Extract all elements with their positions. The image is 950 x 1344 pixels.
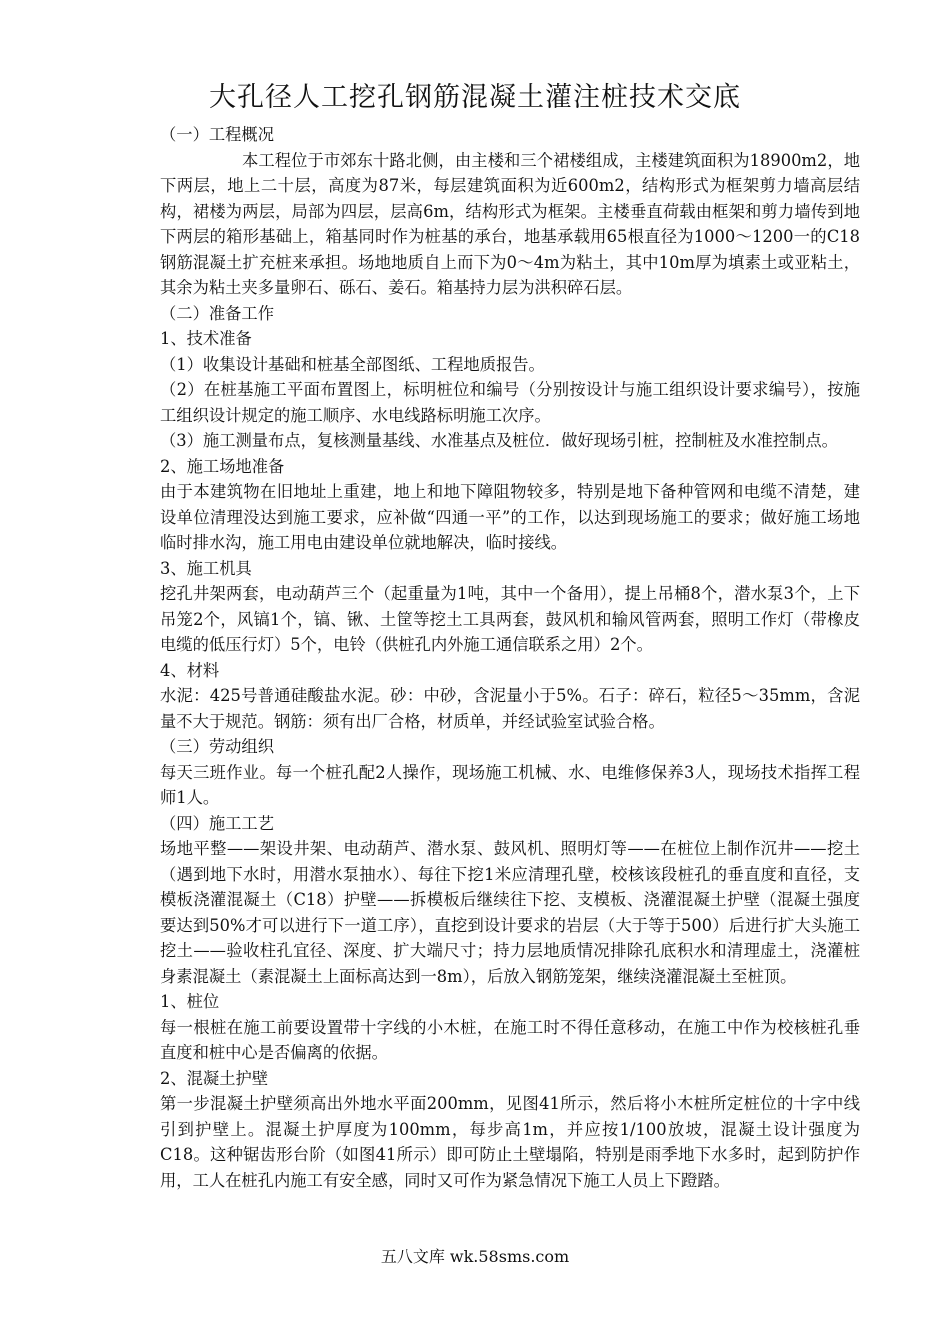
section-heading-overview: （一）工程概况 [160,125,274,144]
retaining-wall-paragraph: 第一步混凝土护壁须高出外地水平面200mm，见图41所示，然后将小木桩所定桩位的十字中线引到护壁上。混凝土护厚度为100mm，每步高1m，并应按1/100放坡，混凝土设计强度为C18。这种锯齿形台阶（如图41所示）即可防止土壁塌陷，特别是雨季地下水多时，起到防护作用，工人在桩孔内施工有安全感，同时又可作为紧急情况下施工人员上下蹬踏。 [160,1094,860,1190]
site-prep-paragraph: 由于本建筑物在旧地址上重建，地上和地下障阻物较多，特别是地下备种管网和电缆不清楚，建设单位清理没达到施工要求，应补做“四通一平”的工作，以达到现场施工的要求；做好施工场地临时排水沟，施工用电由建设单位就地解决，临时接线。 [160,482,860,552]
subheading-machinery: 3、施工机具 [160,558,252,578]
section-heading-labor: （三）劳动组织 [160,737,274,756]
machinery-paragraph: 挖孔井架两套，电动葫芦三个（起重量为1吨，其中一个备用），提上吊桶8个，潜水泵3个，上下吊笼2个，风镐1个，镐、锹、土筐等挖土工具两套，鼓风机和输风管两套，照明工作灯（带橡皮电缆的低压行灯）5个，电铃（供桩孔内外施工通信联系之用）2个。 [160,584,860,654]
document-title: 大孔径人工挖孔钢筋混凝土灌注桩技术交底 [209,82,741,113]
footer-watermark: 五八文库 wk.58sms.com [380,1247,570,1266]
subheading-site-prep: 2、施工场地准备 [160,456,285,476]
materials-paragraph: 水泥：425号普通硅酸盐水泥。砂：中砂，含泥量小于5%。石子：碎石，粒径5～35mm，含泥量不大于规范。钢筋：须有出厂合格，材质单，并经试验室试验合格。 [160,686,860,731]
subheading-retaining-wall: 2、混凝土护壁 [160,1068,269,1088]
subheading-technical-prep: 1、技术准备 [160,329,252,348]
section-heading-preparation: （二）准备工作 [160,303,274,323]
process-paragraph: 场地平整——架设井架、电动葫芦、潜水泵、鼓风机、照明灯等——在桩位上制作沉井——挖土（遇到地下水时，用潜水泵抽水）、每往下挖1米应清理孔壁，校核该段桩孔的垂直度和直径，支模板浇灌混凝土（C18）护壁——拆模板后继续往下挖、支模板、浇灌混凝土护壁（混凝土强度要达到50%才可以进行下一道工序），直挖到设计要求的岩层（大于等于500）后进行扩大头施工挖土——验收柱孔宜径、深度、扩大端尺寸；持力层地质情况排除孔底积水和清理虚土，浇灌桩身素混凝土（素混凝土上面标高达到一8m），后放入钢筋笼架，继续浇灌混凝土至桩顶。 [160,839,860,986]
pile-position-paragraph: 每一根桩在施工前要设置带十字线的小木桩，在施工时不得任意移动，在施工中作为校核桩孔垂直度和桩中心是否偏离的依据。 [160,1017,860,1062]
technical-prep-item-3: （3）施工测量布点，复核测量基线、水准基点及桩位．做好现场引桩，控制桩及水准控制点。 [160,431,838,450]
subheading-pile-position: 1、桩位 [160,992,220,1011]
technical-prep-item-1: （1）收集设计基础和桩基全部图纸、工程地质报告。 [160,354,545,374]
overview-paragraph: 本工程位于市郊东十路北侧，由主楼和三个裙楼组成，主楼建筑面积为18900m2，地下两层，地上二十层，高度为87米，每层建筑面积为近600m2，结构形式为框架剪力墙高层结构，裙楼为两层，局部为四层，层高6m，结构形式为框架。主楼垂直荷载由框架和剪力墙传到地下两层的箱形基础上，箱基同时作为桩基的承台，地基承载用65根直径为1000～1200一的C18钢筋混凝土扩充桩来承担。场地地质自上而下为0～4m为粘土，其中10m厚为填素土或亚粘土，其余为粘土夹多量卵石、砾石、姜石。箱基持力层为洪积碎石层。 [160,150,860,297]
document-body [160,122,860,1193]
technical-prep-item-2: （2）在桩基施工平面布置图上，标明桩位和编号（分别按设计与施工组织设计要求编号），按施工组织设计规定的施工顺序、水电线路标明施工次序。 [160,380,860,425]
section-heading-process: （四）施工工艺 [160,813,274,833]
subheading-materials: 4、材料 [160,660,220,680]
labor-paragraph: 每天三班作业。每一个桩孔配2人操作，现场施工机械、水、电维修保养3人，现场技术指挥工程师1人。 [160,762,860,807]
